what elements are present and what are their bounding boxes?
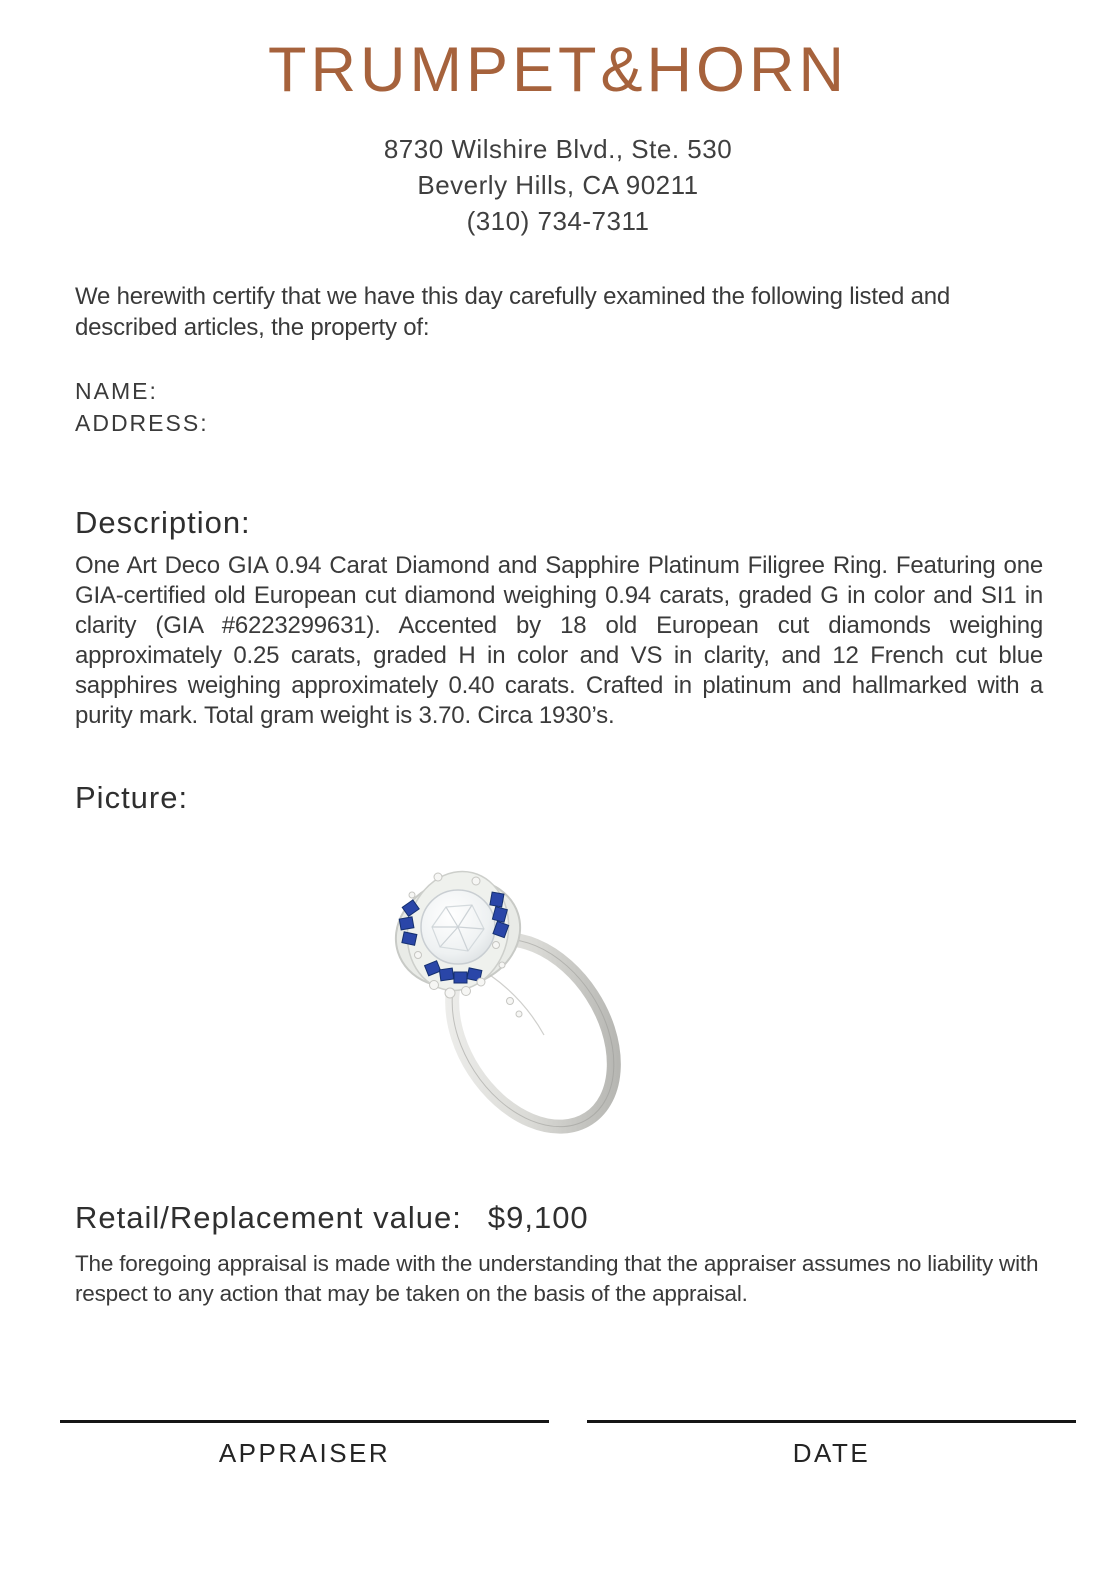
appraiser-signature-area [60,1420,549,1469]
valuation-amount: $9,100 [487,1200,589,1235]
date-signature-area [587,1420,1076,1469]
owner-name-label: NAME: [75,378,158,404]
signature-section [60,1420,1076,1469]
owner-block [75,375,209,439]
ring-photo [378,843,660,1155]
appraiser-label: APPRAISER [218,1438,391,1468]
valuation-line [75,1200,589,1236]
address-line-city: Beverly Hills, CA 90211 [417,170,699,200]
company-logo: TRUMPET&HORN [268,35,848,105]
address-line-street: 8730 Wilshire Blvd., Ste. 530 [383,134,733,164]
picture-heading: Picture: [75,780,189,815]
valuation-heading: Retail/Replacement value: [75,1200,462,1235]
ring-illustration [378,843,660,1155]
description-body: One Art Deco GIA 0.94 Carat Diamond and Sapphire Platinum Filigree Ring. Featuring one GIA-certified old European cut diamond weighing 0.94 carats, graded G in color and SI1 in clarity (GIA #6223299631). Accented by 18 old European cut diamonds weighing approximately 0.25 carats, graded H in color and VS in clarity, and 12 French cut blue sapphires weighing approximately 0.40 carats. Crafted in platinum and hallmarked with a purity mark. Total gram weight is 3.70. Circa 1930’s. [75,552,1043,729]
date-label: DATE [792,1438,871,1468]
certification-statement: We herewith certify that we have this day carefully examined the following listed and described articles, the property of: [75,283,951,341]
owner-address-label: ADDRESS: [75,410,209,436]
description-heading: Description: [75,505,251,540]
valuation-disclaimer: The foregoing appraisal is made with the understanding that the appraiser assumes no liability with respect to any action that may be taken on the basis of the appraisal. [75,1251,1039,1306]
address-line-phone: (310) 734-7311 [466,206,650,236]
company-address [0,131,1116,239]
